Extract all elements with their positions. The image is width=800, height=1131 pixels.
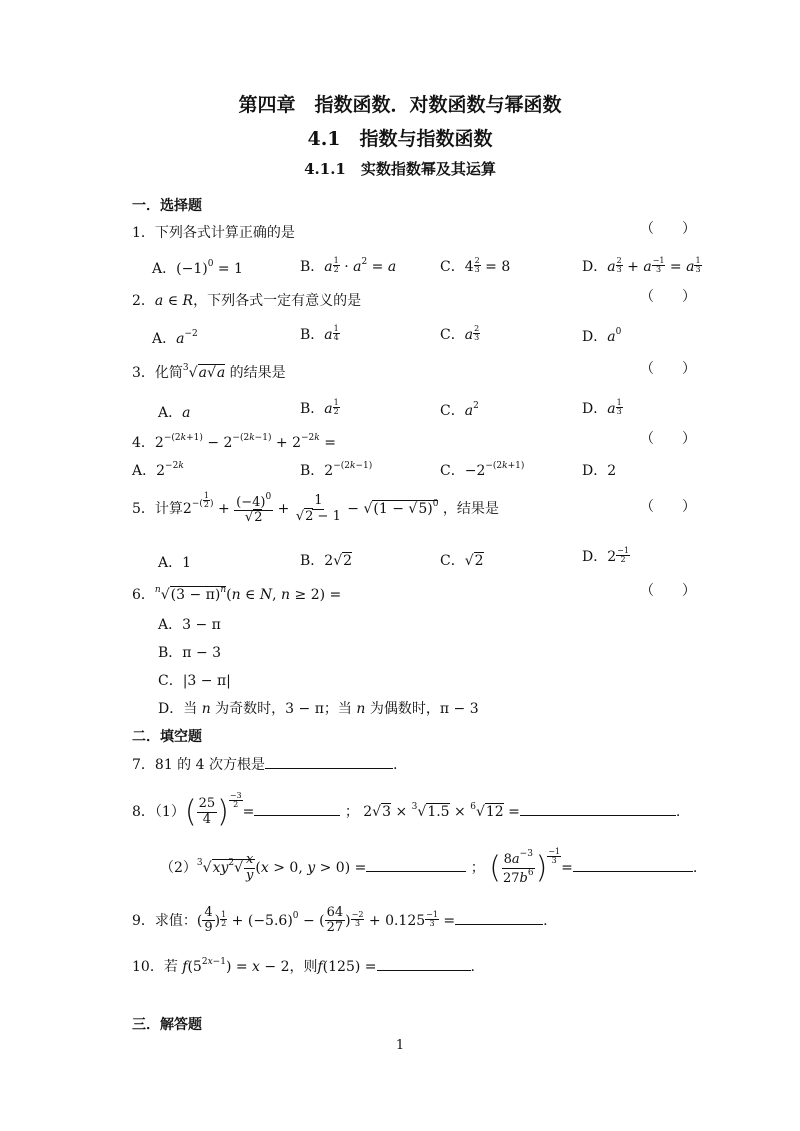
option-text: 当 (183, 701, 198, 717)
q3-option-d: D．a $\frac{1}{3}$ (582, 398, 622, 417)
q6-option-c: C．|3 − π| (158, 673, 231, 689)
q2-option-d: D．$a^0$ (582, 327, 622, 345)
answer-blank[interactable] (377, 958, 471, 971)
section-heading-fill: 二．填空题 (132, 729, 202, 745)
answer-parentheses: （ ） (640, 499, 696, 515)
option-value: 1 (182, 555, 192, 571)
option-label: B． (300, 259, 325, 275)
option-label: B． (300, 327, 325, 343)
option-label: B． (300, 553, 325, 569)
answer-parentheses: （ ） (640, 361, 696, 377)
option-label: C． (440, 553, 465, 569)
question-number: 4． (132, 435, 155, 451)
question-number: 8． (132, 804, 155, 820)
question-number: 5． (132, 501, 155, 517)
q4-option-d (582, 460, 616, 480)
question-9: 9．求值：( $\frac{4}{9}$ ) $\frac{1}{2}$ + $(-5.6)^0$ − ( $\frac{64}{27}$ ) $\frac{-2}{3}$ + 0.125 $\frac{-1}{3}$ = . (132, 905, 548, 936)
option-label: A． (152, 331, 177, 347)
question-8-part-2: $(2)^3√xy^2√$ $\frac{x}{y}$ (x > 0, y > 0) = ； ( $\frac{8a^{-3}}{27b^6}$ ) $\frac{-1}{3}$ = . (160, 847, 698, 886)
question-text: ，下列各式一定有意义的是 (193, 293, 362, 309)
question-8-part-1: 8．（1）( $\frac{25}{4}$ ) $\frac{-3}{2}$ = ； 2√3 × $^3$√1.5 × $^6$√12 = . (132, 791, 681, 830)
option-text: 为偶数时， (369, 701, 440, 717)
answer-parentheses: （ ） (640, 289, 696, 305)
question-number: 6． (132, 587, 155, 603)
q5-option-c: C．√2 (440, 553, 484, 569)
q5-option-a (158, 552, 191, 572)
question-number: 1． (132, 225, 155, 241)
option-label: B． (158, 645, 183, 661)
section-heading-answer: 三．解答题 (132, 1017, 202, 1033)
option-label: C． (440, 259, 465, 275)
question-text: ，则 (289, 959, 318, 975)
option-value: 2 (607, 463, 617, 479)
option-label: C． (440, 463, 465, 479)
option-text: 为奇数时， (215, 701, 286, 717)
q1-option-c: C．4 $\frac{2}{3}$ = 8 (440, 256, 511, 275)
q2-option-a: A．$a^{-2}$ (152, 329, 198, 347)
separator: ； (344, 804, 359, 820)
section-title: 4.1 指数与指数函数 (307, 128, 493, 150)
option-label: C． (440, 327, 465, 343)
question-number: 2． (132, 293, 155, 309)
option-label: D． (582, 549, 608, 565)
question-5: 5．计算$2^{-( \frac{1}{2} )}$ + $\frac{(-4)^0}{√2}$ + $\frac{1}{√2 - 1}$ − $√(1 - √5)^0$ ，结果是 (132, 491, 499, 525)
question-2: 2．a ∈ R，下列各式一定有意义的是 (132, 293, 362, 309)
question-7 (132, 754, 397, 774)
q1-option-a: A．$(-1)^0 = 1$ (152, 259, 243, 277)
option-label: D． (582, 259, 608, 275)
question-text-post: 的结果是 (229, 365, 286, 381)
question-10: 10．若 $f(5^{2x-1}) = x - 2$，则f(125) = . (132, 957, 475, 975)
part-label: （2） (160, 860, 197, 876)
question-1 (132, 222, 295, 242)
answer-parentheses: （ ） (640, 431, 696, 447)
question-text: 求值： (154, 912, 197, 929)
option-label: A． (152, 261, 177, 277)
punctuation: . (675, 804, 681, 820)
question-6: 6．$^n√(3 - \pi)^n(n$ ∈ N, n ≥ 2) = (132, 585, 342, 603)
q6-option-d: D．当 n 为奇数时，3 − π；当 n 为偶数时，π − 3 (158, 701, 479, 717)
q3-option-b: B．a $\frac{1}{2}$ (300, 398, 339, 417)
question-number: 7． (132, 757, 155, 773)
option-label: D． (582, 401, 608, 417)
question-text-post: ，结果是 (442, 501, 499, 517)
option-label: A． (158, 405, 183, 421)
punctuation: . (543, 912, 548, 929)
punctuation: . (470, 959, 475, 975)
subsection-title: 4.1.1 实数指数幂及其运算 (304, 160, 496, 178)
answer-blank[interactable] (573, 859, 693, 872)
option-label: D． (158, 701, 184, 717)
q5-option-d: D．2 $\frac{-1}{2}$ (582, 546, 629, 565)
option-label: B． (300, 401, 325, 417)
option-label: C． (440, 403, 465, 419)
question-text-pre: 计算 (154, 501, 183, 517)
answer-blank[interactable] (520, 803, 676, 816)
answer-blank[interactable] (254, 803, 340, 816)
separator: ； (470, 860, 485, 876)
q3-option-c: C．$a^2$ (440, 401, 479, 419)
q6-option-b: B．π − 3 (158, 645, 222, 661)
q3-option-a: A．a (158, 405, 191, 421)
question-text-pre: 化简 (154, 365, 183, 381)
question-number: 9． (132, 912, 155, 929)
option-label: C． (158, 673, 183, 689)
question-4: 4．$2^{-(2k+1)} - 2^{-(2k-1)} + 2^{-2k}$ = (132, 433, 336, 451)
question-number: 10． (132, 959, 164, 975)
q1-option-d: D．a $\frac{2}{3}$ + a $\frac{-1}{3}$ = a $\frac{1}{3}$ (582, 256, 701, 275)
option-label: D． (582, 463, 608, 479)
question-number: 3． (132, 365, 155, 381)
answer-parentheses: （ ） (640, 221, 696, 237)
q2-option-c: C．a $\frac{2}{3}$ (440, 324, 480, 343)
option-label: A． (132, 463, 157, 479)
answer-blank[interactable] (265, 756, 393, 769)
q2-option-b: B．a $\frac{1}{4}$ (300, 324, 339, 343)
option-label: A． (158, 555, 183, 571)
option-label: D． (582, 329, 608, 345)
part-label: （1） (154, 804, 185, 820)
punctuation: . (393, 757, 398, 773)
answer-parentheses: （ ） (640, 583, 696, 599)
q4-option-b: B．$2^{-(2k-1)}$ (300, 461, 373, 479)
q5-option-b: B．2√2 (300, 553, 353, 569)
question-text: 81 的 4 次方根是 (154, 757, 265, 773)
section-heading-choice: 一．选择题 (132, 198, 202, 214)
page-number: 1 (395, 1038, 405, 1053)
q6-option-a: A．3 − π (158, 617, 221, 633)
punctuation: . (692, 860, 698, 876)
question-3: 3．化简$^3$√a√a 的结果是 (132, 363, 286, 381)
option-text: ；当 (323, 701, 352, 717)
chapter-title: 第四章 指数函数．对数函数与幂函数 (238, 94, 562, 116)
question-text: 下列各式计算正确的是 (154, 225, 295, 241)
q1-option-b: B．a $\frac{1}{2}$ · $a^2 = a$ (300, 256, 397, 275)
q4-option-a: A．$2^{-2k}$ (132, 461, 184, 479)
answer-blank[interactable] (366, 859, 466, 872)
option-label: A． (158, 617, 183, 633)
question-text: 若 (163, 959, 178, 975)
q4-option-c: C．$-2^{-(2k+1)}$ (440, 461, 525, 479)
option-label: B． (300, 463, 325, 479)
answer-blank[interactable] (455, 912, 543, 925)
